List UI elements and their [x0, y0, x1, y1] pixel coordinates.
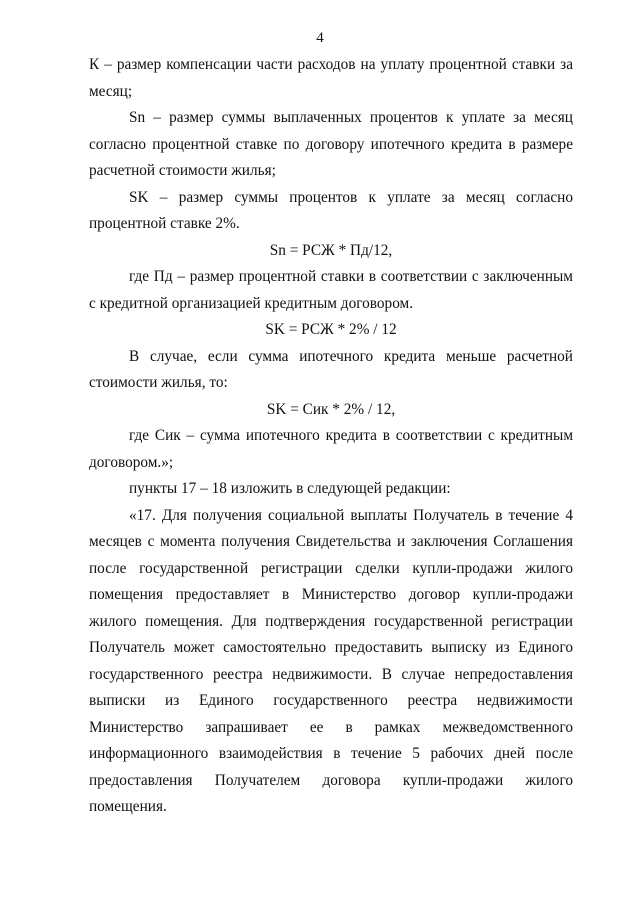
sk-definition: SK – размер суммы процентов к уплате за месяц согласно процентной ставке 2%.	[89, 188, 573, 232]
page-number: 4	[316, 30, 324, 46]
points-intro: пункты 17 – 18 изложить в следующей редакции:	[129, 480, 451, 497]
formula-sk: SK = РСЖ * 2% / 12	[265, 321, 397, 338]
formula-sn: Sn = РСЖ * Пд/12,	[269, 241, 393, 259]
sn-definition: Sn – размер суммы выплаченных процентов к уплате за месяц согласно процентной ставке по договору ипотечного кредита в размере расчетной стоимости жилья;	[89, 109, 573, 179]
formula-sk-sik: SK = Сик * 2% / 12,	[266, 400, 396, 418]
pd-definition: где Пд – размер процентной ставки в соответствии с заключенным с кредитной организацией кредитным договором.	[89, 268, 573, 312]
case-paragraph: В случае, если сумма ипотечного кредита меньше расчетной стоимости жилья, то:	[89, 347, 573, 391]
point-17-paragraph: «17. Для получения социальной выплаты Получатель в течение 4 месяцев с момента получения Свидетельства и заключения Соглашения после государственной регистрации сделки купли-продажи жилого помещения предоставляет в Министерство договор купли-продажи жилого помещения. Для подтверждения государственной регистрации Получатель может самостоятельно предоставить выписку из Единого государственного реестра недвижимости. В случае непредоставления выписки из Единого государственного реестра недвижимости Министерство запрашивает ее в рамках межведомственного информационного взаимодействия в течение 5 рабочих дней после предоставления Получателем договора купли-продажи жилого помещения.	[89, 506, 573, 815]
document-body	[89, 52, 573, 821]
sik-definition: где Сик – сумма ипотечного кредита в соответствии с кредитным договором.»;	[89, 427, 573, 471]
k-definition: К – размер компенсации части расходов на уплату процентной ставки за месяц;	[89, 56, 573, 100]
